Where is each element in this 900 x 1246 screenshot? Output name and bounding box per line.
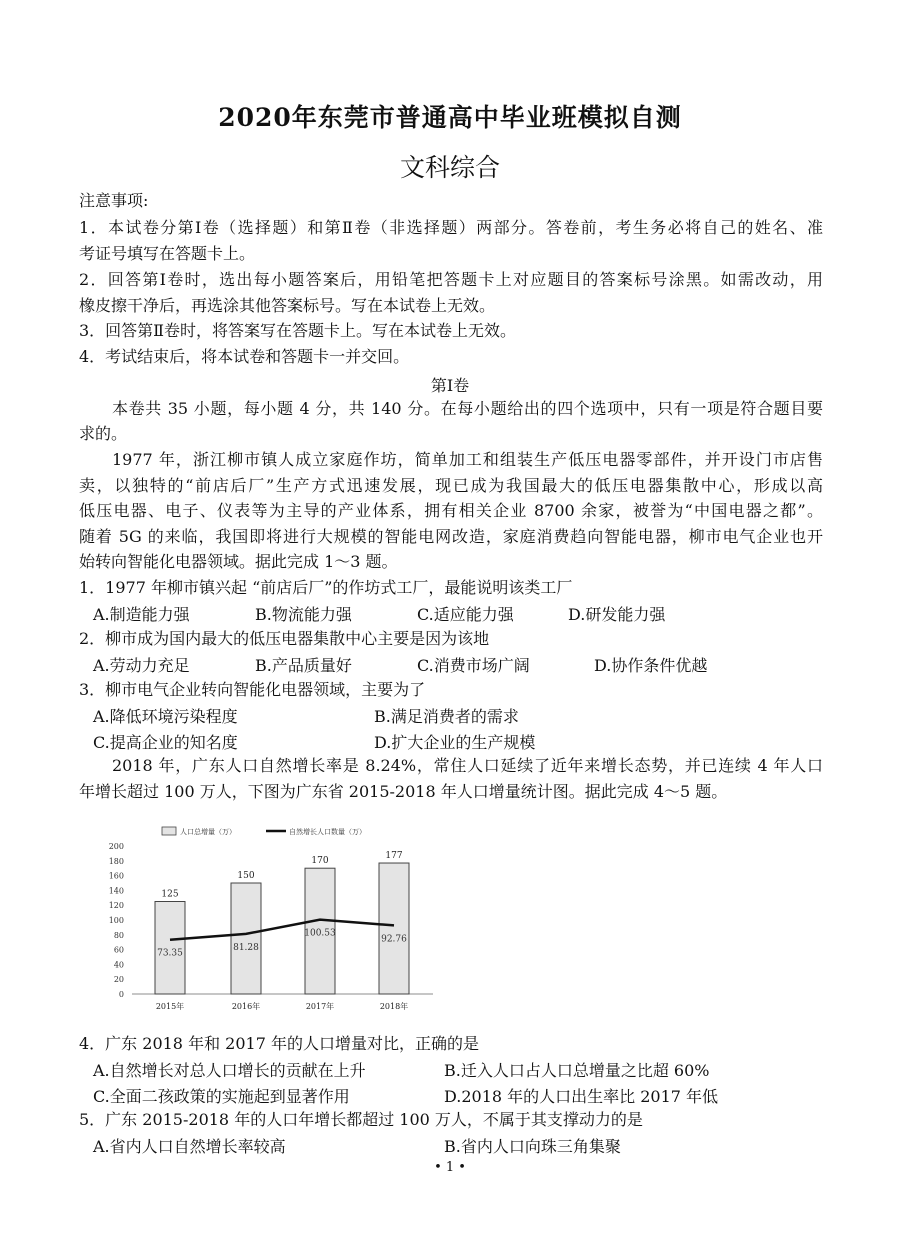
question-2-option-a: A.劳动力充足: [93, 656, 190, 675]
question-3-stem: 3．柳市电气企业转向智能化电器领域，主要为了: [79, 680, 426, 699]
question-4-option-d: D.2018 年的人口出生率比 2017 年低: [444, 1087, 719, 1106]
section-label: 第Ⅰ卷: [430, 376, 470, 395]
bar-value-label: 177: [385, 851, 403, 862]
notice-item-1-line-1: 1．本试卷分第Ⅰ卷（选择题）和第Ⅱ卷（非选择题）两部分。答卷前，考生务必将自己的姓名、准: [79, 218, 823, 237]
passage-1-line-4: 随着 5G 的来临，我国即将进行大规模的智能电网改造，家庭消费趋向智能电器，柳市电气企业也开: [79, 527, 823, 546]
y-tick-label: 180: [108, 856, 124, 866]
y-axis-ticks: [109, 842, 124, 999]
notice-item-2-line-1: 2．回答第Ⅰ卷时，选出每小题答案后，用铅笔把答题卡上对应题目的答案标号涂黑。如需改动，用: [79, 270, 823, 289]
question-2-stem: 2．柳市成为国内最大的低压电器集散中心主要是因为该地: [79, 629, 490, 648]
notice-item-1-line-2: 考证号填写在答题卡上。: [79, 244, 256, 263]
x-tick-label: 2018年: [379, 1002, 409, 1011]
x-tick-label: 2016年: [231, 1002, 261, 1011]
question-5-option-a: A.省内人口自然增长率较高: [93, 1137, 286, 1156]
passage-2-line-2: 年增长超过 100 万人，下图为广东省 2015-2018 年人口增量统计图。据此完成 4～5 题。: [79, 782, 728, 801]
question-5-stem: 5．广东 2015-2018 年的人口年增长都超过 100 万人，不属于其支撑动力的是: [79, 1110, 643, 1129]
y-tick-label: 0: [118, 990, 124, 999]
line-value-label: 100.53: [304, 928, 336, 939]
question-2-option-d: D.协作条件优越: [594, 656, 708, 675]
question-3-option-d: D.扩大企业的生产规模: [374, 733, 536, 752]
passage-1-line-5: 始转向智能化电器领域。据此完成 1～3 题。: [79, 552, 398, 571]
passage-1-line-1: 1977 年，浙江柳市镇人成立家庭作坊，简单加工和组装生产低压电器零部件，并开设门市店售: [112, 450, 823, 469]
passage-1-line-2: 卖，以独特的“前店后厂”生产方式迅速发展，现已成为我国最大的低压电器集散中心，形成以高: [79, 476, 823, 495]
question-2-option-c: C.消费市场广阔: [417, 656, 530, 675]
bars: [155, 863, 409, 994]
line-value-label: 92.76: [381, 934, 407, 945]
natural-increase-line: [170, 920, 394, 940]
question-3-option-a: A.降低环境污染程度: [93, 707, 238, 726]
bar-value-label: 125: [161, 889, 179, 900]
question-3-option-c: C.提高企业的知名度: [93, 733, 238, 752]
passage-1-line-3: 低压电器、电子、仪表等为主导的产业体系，拥有相关企业 8700 余家，被誉为“中国电器之都”。: [79, 501, 823, 520]
passage-2-line-1: 2018 年，广东人口自然增长率是 8.24%，常住人口延续了近年来增长态势，并已连续 4 年人口: [112, 756, 823, 775]
y-tick-label: 160: [108, 871, 124, 881]
question-1-stem: 1．1977 年柳市镇兴起 “前店后厂”的作坊式工厂，最能说明该类工厂: [79, 578, 573, 597]
y-tick-label: 80: [113, 930, 124, 940]
legend-bar-label: 人口总增量（万）: [180, 828, 236, 836]
question-4-option-b: B.迁入人口占人口总增量之比超 60%: [444, 1061, 710, 1080]
y-tick-label: 100: [108, 916, 124, 925]
y-tick-label: 140: [108, 886, 124, 896]
x-tick-label: 2017年: [305, 1002, 335, 1011]
bar-total-increase: [231, 883, 261, 994]
line-value-label: 73.35: [157, 948, 183, 959]
notice-item-4: 4．考试结束后，将本试卷和答题卡一并交回。: [79, 347, 410, 366]
question-4-option-c: C.全面二孩政策的实施起到显著作用: [93, 1087, 350, 1106]
question-4-option-a: A.自然增长对总人口增长的贡献在上升: [93, 1061, 366, 1080]
y-tick-label: 60: [113, 945, 124, 955]
y-tick-label: 40: [113, 960, 124, 970]
question-4-stem: 4．广东 2018 年和 2017 年的人口增量对比，正确的是: [79, 1034, 479, 1053]
question-1-option-c: C.适应能力强: [417, 605, 514, 624]
exam-title: 2020年东莞市普通高中毕业班模拟自测: [218, 103, 682, 132]
question-1-option-d: D.研发能力强: [568, 605, 666, 624]
question-1-option-a: A.制造能力强: [93, 605, 190, 624]
notice-heading: 注意事项:: [79, 191, 149, 210]
data-labels: [156, 851, 408, 1011]
population-increase-chart: [100, 818, 440, 1020]
y-tick-label: 200: [108, 842, 124, 851]
bar-total-increase: [379, 863, 409, 994]
notice-item-3: 3．回答第Ⅱ卷时，将答案写在答题卡上。写在本试卷上无效。: [79, 321, 517, 340]
question-5-option-b: B.省内人口向珠三角集聚: [444, 1137, 621, 1156]
bar-value-label: 170: [311, 856, 329, 867]
section-intro-line-2: 求的。: [79, 424, 128, 443]
x-tick-label: 2015年: [155, 1002, 185, 1011]
section-intro-line-1: 本卷共 35 小题，每小题 4 分，共 140 分。在每小题给出的四个选项中，只有一项是符合题目要: [112, 399, 823, 418]
question-1-option-b: B.物流能力强: [255, 605, 352, 624]
y-tick-label: 20: [113, 975, 124, 985]
line-value-label: 81.28: [233, 942, 259, 953]
legend-bar-swatch: [162, 827, 176, 835]
bar-value-label: 150: [237, 871, 255, 881]
y-tick-label: 120: [108, 901, 124, 911]
exam-subtitle: 文科综合: [399, 153, 500, 182]
notice-item-2-line-2: 橡皮擦干净后，再选涂其他答案标号。写在本试卷上无效。: [79, 296, 496, 315]
question-3-option-b: B.满足消费者的需求: [374, 707, 519, 726]
page-number: • 1 •: [434, 1160, 466, 1175]
question-2-option-b: B.产品质量好: [255, 656, 352, 675]
legend-line-label: 自然增长人口数量（万）: [289, 828, 366, 836]
